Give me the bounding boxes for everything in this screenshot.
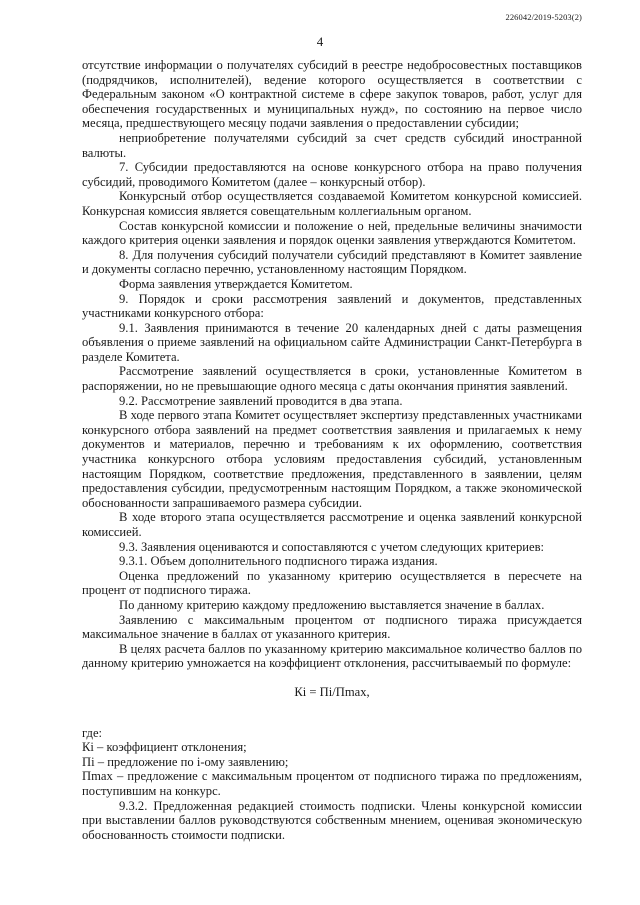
document-body bbox=[82, 58, 582, 842]
paragraph: неприобретение получателями субсидий за счет средств субсидий иностранной валюты. bbox=[82, 130, 582, 160]
paragraph: Оценка предложений по указанному критерию осуществляется в пересчете на процент от подписного тиража. bbox=[82, 568, 582, 598]
paragraph: 9.3.2. Предложенная редакцией стоимость подписки. Члены конкурсной комиссии при выставлении баллов руководствуются собственным мнением, оценивая экономическую обоснованность стоимости подписки. bbox=[82, 798, 582, 842]
paragraph: В целях расчета баллов по указанному критерию максимальное количество баллов по данному критерию умножается на коэффициент отклонения, рассчитываемый по формуле: bbox=[82, 641, 582, 671]
paragraph: Рассмотрение заявлений осуществляется в сроки, установленные Комитетом в распоряжении, но не превышающие одного месяца с даты окончания принятия заявлений. bbox=[82, 364, 582, 394]
paragraph: Заявлению с максимальным процентом от подписного тиража присуждается максимальное значение в баллах от указанного критерия. bbox=[82, 612, 582, 642]
paragraph: В ходе первого этапа Комитет осуществляет экспертизу представленных участниками конкурсного отбора заявлений на предмет соответствия заявления и прилагаемых к нему документов и материалов, перечню и требованиям к их оформлению, соответствия участника конкурсного отбора условиям предоставления субсидий, установленным настоящим Порядком, соответствие предложения, представленного в заявлении, целям предоставления субсидии, предусмотренным настоящим Порядком, а также экономической обоснованности запрашиваемого размера субсидии. bbox=[82, 408, 582, 510]
paragraph: 9.3.1. Объем дополнительного подписного тиража издания. bbox=[119, 554, 438, 569]
definition-item: Кi – коэффициент отклонения; bbox=[82, 740, 247, 755]
paragraph: отсутствие информации о получателях субсидий в реестре недобросовестных поставщиков (подрядчиков, исполнителей), ведение которого осуществляется в соответствии с Федеральным законом «О контрактной системе в сфере закупок товаров, работ, услуг для обеспечения государственных и муниципальных нужд», по состоянию на первое число месяца, предшествующего месяцу подачи заявления о предоставлении субсидии; bbox=[82, 58, 582, 131]
definition-item: Пi – предложение по i-ому заявлению; bbox=[82, 754, 289, 769]
definition-item: Пmax – предложение с максимальным процентом от подписного тиража по предложениям, поступившим на конкурс. bbox=[82, 769, 582, 798]
where-label: где: bbox=[82, 725, 103, 740]
formula: Кi = Пi/Пmax, bbox=[294, 684, 370, 699]
paragraph: По данному критерию каждому предложению выставляется значение в баллах. bbox=[119, 597, 545, 612]
paragraph: 8. Для получения субсидий получатели субсидий представляют в Комитет заявление и документы согласно перечню, установленному настоящим Порядком. bbox=[82, 247, 582, 277]
document-code: 226042/2019-5203(2) bbox=[505, 12, 582, 22]
paragraph: 7. Субсидии предоставляются на основе конкурсного отбора на право получения субсидий, проводимого Комитетом (далее – конкурсный отбор). bbox=[82, 160, 582, 189]
paragraph: 9.2. Рассмотрение заявлений проводится в два этапа. bbox=[119, 393, 403, 408]
paragraph: 9.1. Заявления принимаются в течение 20 календарных дней с даты размещения объявления о приеме заявлений на официальном сайте Администрации Санкт-Петербурга в разделе Комитета. bbox=[82, 320, 582, 364]
paragraph: Конкурсный отбор осуществляется создаваемой Комитетом конкурсной комиссией. Конкурсная комиссия является совещательным коллегиальным органом. bbox=[82, 189, 582, 218]
paragraph: Форма заявления утверждается Комитетом. bbox=[119, 276, 353, 291]
paragraph: 9. Порядок и сроки рассмотрения заявлений и документов, представленных участниками конкурсного отбора: bbox=[82, 291, 582, 321]
paragraph: 9.3. Заявления оцениваются и сопоставляются с учетом следующих критериев: bbox=[119, 539, 545, 554]
paragraph: В ходе второго этапа осуществляется рассмотрение и оценка заявлений конкурсной комиссией. bbox=[82, 510, 582, 539]
paragraph: Состав конкурсной комиссии и положение о ней, предельные величины значимости каждого критерия оценки заявления и порядок оценки заявления утверждаются Комитетом. bbox=[82, 218, 582, 248]
page-number: 4 bbox=[316, 34, 324, 49]
